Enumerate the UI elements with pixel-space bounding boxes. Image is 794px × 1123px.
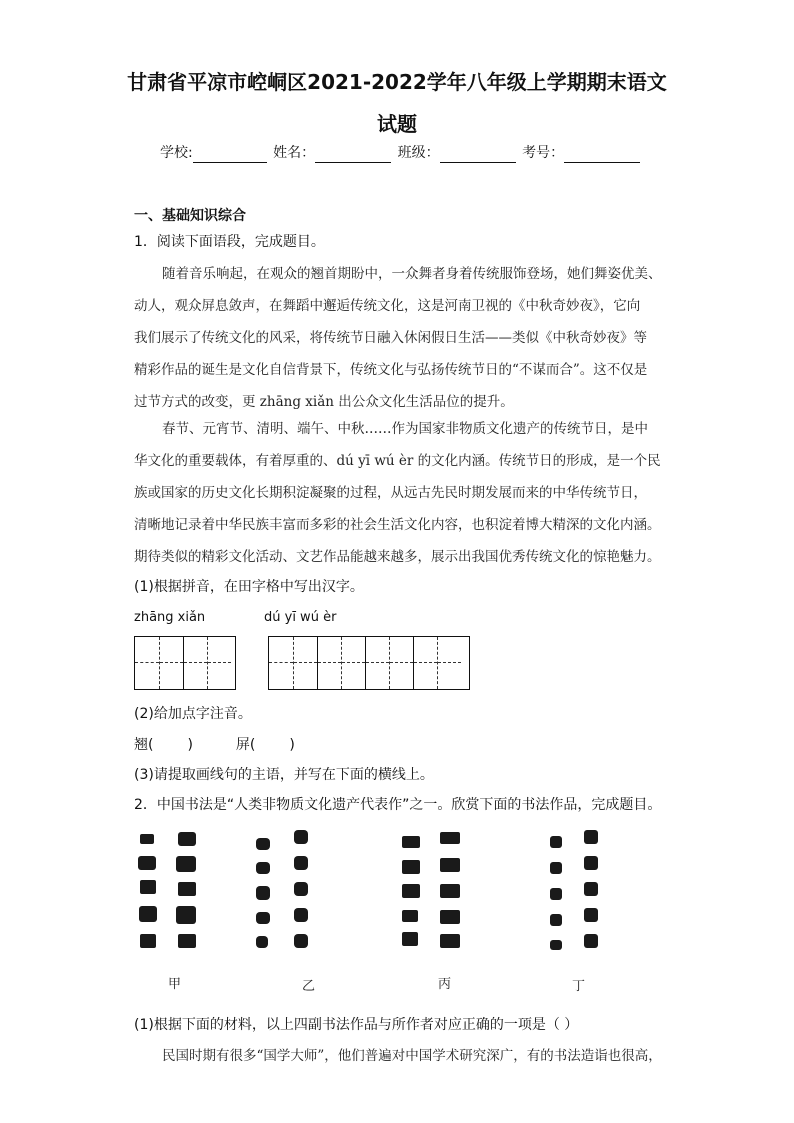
passage-line: 期待类似的精彩文化活动、文艺作品能越来越多，展示出我国优秀传统文化的惊艳魅力。: [134, 549, 661, 565]
section-heading: 一、基础知识综合: [134, 208, 246, 224]
class-field[interactable]: [440, 146, 516, 163]
school-field[interactable]: [193, 146, 267, 163]
grid-cell[interactable]: [389, 637, 413, 689]
zhuyin-b-label: 屏(: [235, 737, 256, 753]
school-label: 学校:: [160, 145, 193, 161]
label-yi: 乙: [302, 979, 316, 994]
question-2-stem: 2．中国书法是“人类非物质文化遗产代表作”之一。欣赏下面的书法作品，完成题目。: [134, 797, 662, 813]
grid-cell[interactable]: [365, 637, 389, 689]
grid-cell[interactable]: [159, 637, 183, 689]
passage-line: 族或国家的历史文化长期积淀凝聚的过程，从远古先民时期发展而来的中华传统节日，: [134, 485, 647, 501]
exam-title: 甘肃省平凉市崆峒区2021-2022学年八年级上学期期末语文: [127, 70, 667, 94]
grid-cell[interactable]: [183, 637, 207, 689]
passage-paragraph-3: [134, 1040, 662, 1072]
passage-line: 精彩作品的诞生是文化自信背景下，传统文化与弘扬传统节日的“不谋而合”。这不仅是: [134, 362, 648, 378]
grid-cell[interactable]: [317, 637, 341, 689]
grid-cell[interactable]: [413, 637, 437, 689]
grid-cell[interactable]: [437, 637, 461, 689]
passage-line: 过节方式的改变，更 zhāng xiǎn 出公众文化生活品位的提升。: [134, 394, 514, 410]
grid-cell[interactable]: [135, 637, 159, 689]
label-jia: 甲: [168, 977, 182, 992]
exam-no-field[interactable]: [564, 146, 640, 163]
zhuyin-b-close: ): [289, 737, 295, 753]
zhuyin-row: [134, 735, 295, 755]
class-label: 班级：: [397, 145, 440, 161]
student-info: [160, 143, 660, 163]
label-ding: 丁: [572, 979, 586, 994]
passage-line: 随着音乐响起，在观众的翘首期盼中，一众舞者身着传统服饰登场，她们舞姿优美、: [162, 266, 662, 282]
zhuyin-a-close: ): [187, 737, 193, 753]
grid-cell[interactable]: [269, 637, 293, 689]
passage-line: 春节、元宵节、清明、端午、中秋……作为国家非物质文化遗产的传统节日，是中: [162, 421, 648, 437]
exam-no-label: 考号：: [522, 145, 565, 161]
calligraphy-image: [134, 822, 664, 1002]
tianzige-grid-2[interactable]: [134, 636, 236, 690]
zhuyin-a-label: 翘(: [134, 737, 154, 753]
passage-line: 动人，观众屏息敛声，在舞蹈中邂逅传统文化，这是河南卫视的《中秋奇妙夜》，它向: [134, 298, 641, 314]
name-field[interactable]: [315, 146, 391, 163]
passage-line: 华文化的重要载体，有着厚重的、dú yī wú èr 的文化内涵。传统节日的形成，是一个民: [134, 453, 661, 469]
subquestion-1: (1)根据拼音，在田字格中写出汉字。: [134, 579, 364, 595]
pinyin-label-2: dú yī wú èr: [264, 610, 337, 625]
passage-line: 民国时期有很多“国学大师”，他们普遍对中国学术研究深广，有的书法造诣也很高，: [162, 1048, 662, 1064]
subquestion-2-1: (1)根据下面的材料，以上四副书法作品与所作者对应正确的一项是（ ）: [134, 1017, 579, 1033]
grid-cell[interactable]: [293, 637, 317, 689]
passage-line: 我们展示了传统文化的风采，将传统节日融入休闲假日生活——类似《中秋奇妙夜》等: [134, 330, 647, 346]
subquestion-2: (2)给加点字注音。: [134, 706, 252, 722]
tianzige-grid-4[interactable]: [268, 636, 470, 690]
subquestion-3: (3)请提取画线句的主语，并写在下面的横线上。: [134, 767, 434, 783]
pinyin-label-1: zhāng xiǎn: [134, 610, 206, 625]
label-bing: 丙: [438, 977, 452, 992]
grid-cell[interactable]: [207, 637, 231, 689]
grid-cell[interactable]: [341, 637, 365, 689]
name-label: 姓名：: [273, 145, 316, 161]
passage-paragraph-2: [134, 413, 662, 573]
calligraphy-artwork: [134, 822, 664, 1002]
passage-paragraph-1: [134, 258, 662, 418]
passage-line: 清晰地记录着中华民族丰富而多彩的社会生活文化内容，也积淀着博大精深的文化内涵。: [134, 517, 661, 533]
exam-title-line2: 试题: [377, 112, 417, 136]
question-1-stem: 1．阅读下面语段，完成题目。: [134, 234, 325, 250]
